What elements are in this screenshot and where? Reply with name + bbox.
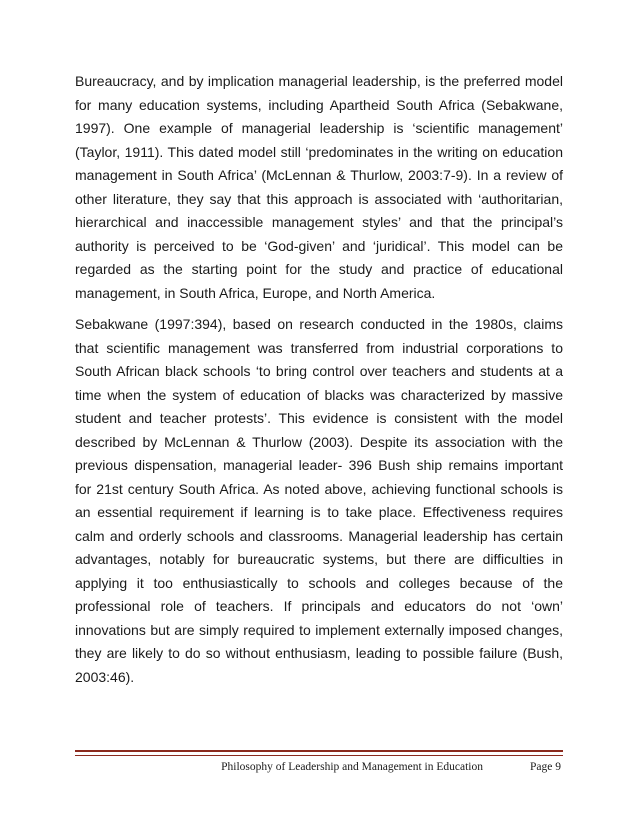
paragraph: Bureaucracy, and by implication managerial leadership, is the preferred model for many education systems, including Apartheid South Africa (Sebakwane, 1997). One example of managerial leadership is ‘scientific management’ (Taylor, 1911). This dated model still ‘predominates in the writing on education management in South Africa’ (McLennan & Thurlow, 2003:7-9). In a review of other literature, they say that this approach is associated with ‘authoritarian, hierarchical and inaccessible management styles’ and that the principal’s authority is perceived to be ‘God-given’ and ‘juridical’. This model can be regarded as the starting point for the study and practice of educational management, in South Africa, Europe, and North America. bbox=[75, 73, 563, 301]
footer-title: Philosophy of Leadership and Management in Education bbox=[221, 761, 483, 773]
page-number: Page 9 bbox=[530, 761, 561, 773]
page-footer bbox=[75, 761, 563, 779]
paragraph: Sebakwane (1997:394), based on research conducted in the 1980s, claims that scientific management was transferred from industrial corporations to South African black schools ‘to bring control over teachers and students at a time when the system of education of blacks was characterized by massive student and teacher protests’. This evidence is consistent with the model described by McLennan & Thurlow (2003). Despite its association with the previous dispensation, managerial leader- 396 Bush ship remains important for 21st century South Africa. As noted above, achieving functional schools is an essential requirement if learning is to take place. Effectiveness requires calm and orderly schools and classrooms. Managerial leadership has certain advantages, notably for bureaucratic systems, but there are difficulties in applying it too enthusiastically to schools and colleges because of the professional role of teachers. If principals and educators do not ‘own’ innovations but are simply required to implement externally imposed changes, they are likely to do so without enthusiasm, leading to possible failure (Bush, 2003:46). bbox=[75, 316, 563, 685]
footer-rule bbox=[75, 750, 563, 752]
footer-rule-thin bbox=[75, 755, 563, 756]
body-text bbox=[75, 70, 563, 697]
